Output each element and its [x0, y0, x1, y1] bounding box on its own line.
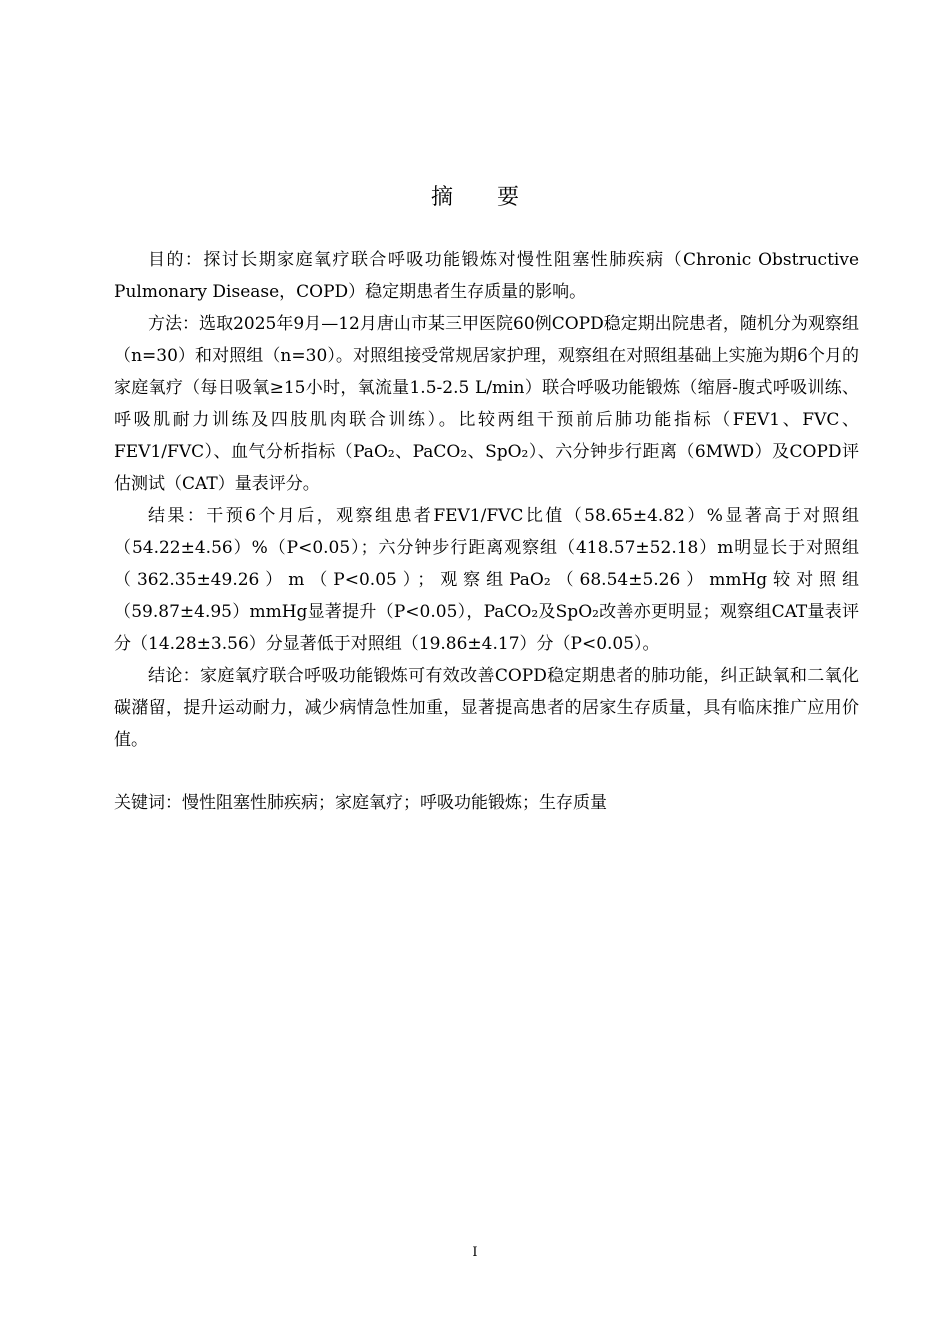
conclusion-paragraph: [114, 660, 859, 756]
methods-paragraph: [114, 308, 859, 500]
results-paragraph: [114, 500, 859, 660]
title-char-2: 要: [497, 185, 520, 210]
keywords-text: 慢性阻塞性肺疾病；家庭氧疗；呼吸功能锻炼；生存质量: [182, 793, 607, 813]
methods-text: 方法：选取2025年9月—12月唐山市某三甲医院60例COPD稳定期出院患者，随机分为观察组（n=30）和对照组（n=30）。对照组接受常规居家护理，观察组在对照组基础上实施为期6个月的家庭氧疗（每日吸氧≥15小时，氧流量1.5-2.5 L/min）联合呼吸功能锻炼（缩唇-腹式呼吸训练、呼吸肌耐力训练及四肢肌肉联合训练）。比较两组干预前后肺功能指标（FEV1、FVC、FEV1/FVC）、血气分析指标（PaO₂、PaCO₂、SpO₂）、六分钟步行距离（6MWD）及COPD评估测试（CAT）量表评分。: [114, 314, 859, 494]
page-number: I: [472, 1245, 478, 1260]
objective-text: 目的：探讨长期家庭氧疗联合呼吸功能锻炼对慢性阻塞性肺疾病（Chronic Obstructive Pulmonary Disease，COPD）稳定期患者生存质量的影响。: [114, 250, 859, 302]
objective-paragraph: [114, 244, 859, 308]
keywords-label: 关键词：: [114, 793, 182, 813]
results-text: 结果：干预6个月后，观察组患者FEV1/FVC比值（58.65±4.82）%显著高于对照组（54.22±4.56）%（P<0.05）；六分钟步行距离观察组（418.57±52.18）m明显长于对照组（362.35±49.26）m（P<0.05）；观察组PaO₂（68.54±5.26）mmHg较对照组（59.87±4.95）mmHg显著提升（P<0.05），PaCO₂及SpO₂改善亦更明显；观察组CAT量表评分（14.28±3.56）分显著低于对照组（19.86±4.17）分（P<0.05）。: [114, 506, 859, 654]
abstract-body: [114, 244, 859, 756]
abstract-title: [0, 180, 950, 211]
keywords-line: [114, 788, 859, 818]
title-char-1: 摘: [430, 185, 453, 210]
conclusion-text: 结论：家庭氧疗联合呼吸功能锻炼可有效改善COPD稳定期患者的肺功能，纠正缺氧和二氧化碳潴留，提升运动耐力，减少病情急性加重，显著提高患者的居家生存质量，具有临床推广应用价值。: [114, 666, 859, 750]
